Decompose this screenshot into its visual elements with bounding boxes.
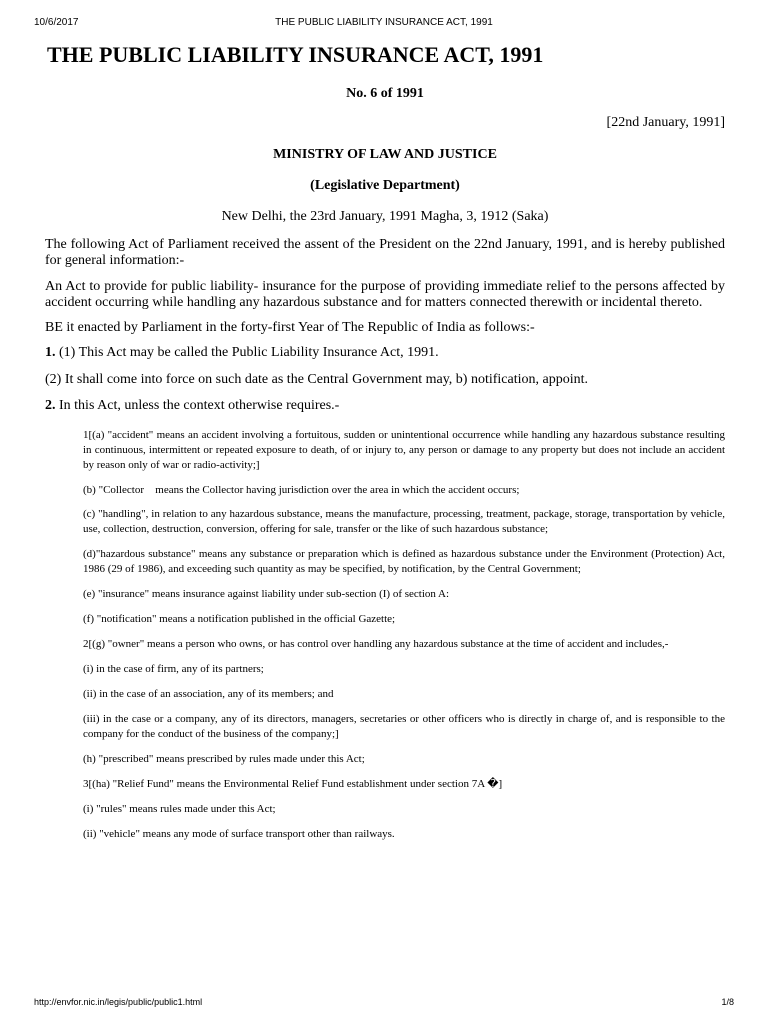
definition-prescribed: (h) "prescribed" means prescribed by rules made under this Act;: [83, 753, 365, 765]
section-2-text: In this Act, unless the context otherwise requires.-: [59, 398, 340, 413]
act-title: THE PUBLIC LIABILITY INSURANCE ACT, 1991: [47, 42, 544, 67]
definition-hazardous-substance: (d)"hazardous substance" means any substance or preparation which is defined as hazardous substance under the Environment (Protection) Act, 1986 (29 of 1986), and exceeding such quantity as may be specified, by notification, by the Central Government;: [83, 548, 725, 575]
definition-vehicle: (ii) "vehicle" means any mode of surface transport other than railways.: [83, 828, 395, 840]
section-1-number: 1.: [45, 345, 56, 360]
print-page-title: THE PUBLIC LIABILITY INSURANCE ACT, 1991: [275, 17, 493, 28]
print-date: 10/6/2017: [34, 17, 79, 28]
assent-paragraph: The following Act of Parliament received the assent of the President on the 22nd January, 1991, and is hereby published for general information:-: [45, 237, 725, 268]
definition-owner-firm: (i) in the case of firm, any of its partners;: [83, 663, 264, 675]
document-body: [45, 40, 725, 852]
definition-owner-company: (iii) in the case or a company, any of its directors, managers, secretaries or other officers who is directly in charge of, and is responsible to the company for the conduct of the business of the company;]: [83, 713, 725, 740]
definition-handling: (c) "handling", in relation to any hazardous substance, means the manufacture, processing, treatment, package, storage, transportation by vehicle, use, collection, destruction, conversion, offering for sale, transfer or the like of such hazardous substance;: [83, 508, 725, 535]
definition-owner: 2[(g) "owner" means a person who owns, or has control over handling any hazardous substance at the time of accident and includes,-: [83, 638, 669, 650]
ministry-name: MINISTRY OF LAW AND JUSTICE: [273, 147, 497, 162]
page-number: 1/8: [721, 997, 734, 1007]
department-name: (Legislative Department): [310, 178, 460, 193]
section-2-number: 2.: [45, 398, 56, 413]
definition-owner-association: (ii) in the case of an association, any of its members; and: [83, 688, 334, 700]
definition-rules: (i) "rules" means rules made under this Act;: [83, 803, 276, 815]
definition-notification: (f) "notification" means a notification published in the official Gazette;: [83, 613, 396, 625]
section-1-text: (1) This Act may be called the Public Liability Insurance Act, 1991.: [59, 345, 439, 360]
definitions-list: [83, 428, 725, 842]
enactment-paragraph: BE it enacted by Parliament in the forty-first Year of The Republic of India as follows:-: [45, 320, 535, 335]
section-1-2: (2) It shall come into force on such date as the Central Government may, b) notification, appoint.: [45, 372, 588, 387]
section-2: [45, 398, 725, 414]
act-number: No. 6 of 1991: [346, 86, 424, 101]
place-date: New Delhi, the 23rd January, 1991 Magha, 3, 1912 (Saka): [221, 209, 549, 224]
definition-accident: 1[(a) "accident" means an accident involving a fortuitous, sudden or unintentional occurrence while handling any hazardous substance resulting in continuous, intermittent or repeated exposure to death, of or injury to, any person or damage to any property but does not include an accident by reason only of war or radio-activity;]: [83, 429, 725, 471]
definition-relief-fund: 3[(ha) "Relief Fund" means the Environmental Relief Fund establishment under section 7A �]: [83, 778, 503, 790]
print-header: [34, 17, 734, 31]
preamble-paragraph: An Act to provide for public liability- insurance for the purpose of providing immediate relief to the persons affected by accident occurring while handling any hazardous substance and for matters connected therewith or incidental thereto.: [45, 279, 725, 310]
source-url: http://envfor.nic.in/legis/public/public1.html: [34, 997, 203, 1007]
definition-collector: (b) "Collector  means the Collector having jurisdiction over the area in which the accident occurs;: [83, 484, 520, 496]
definition-insurance: (e) "insurance" means insurance against liability under sub-section (I) of section A:: [83, 588, 450, 600]
section-1: [45, 345, 725, 361]
assent-date: [22nd January, 1991]: [606, 115, 725, 130]
